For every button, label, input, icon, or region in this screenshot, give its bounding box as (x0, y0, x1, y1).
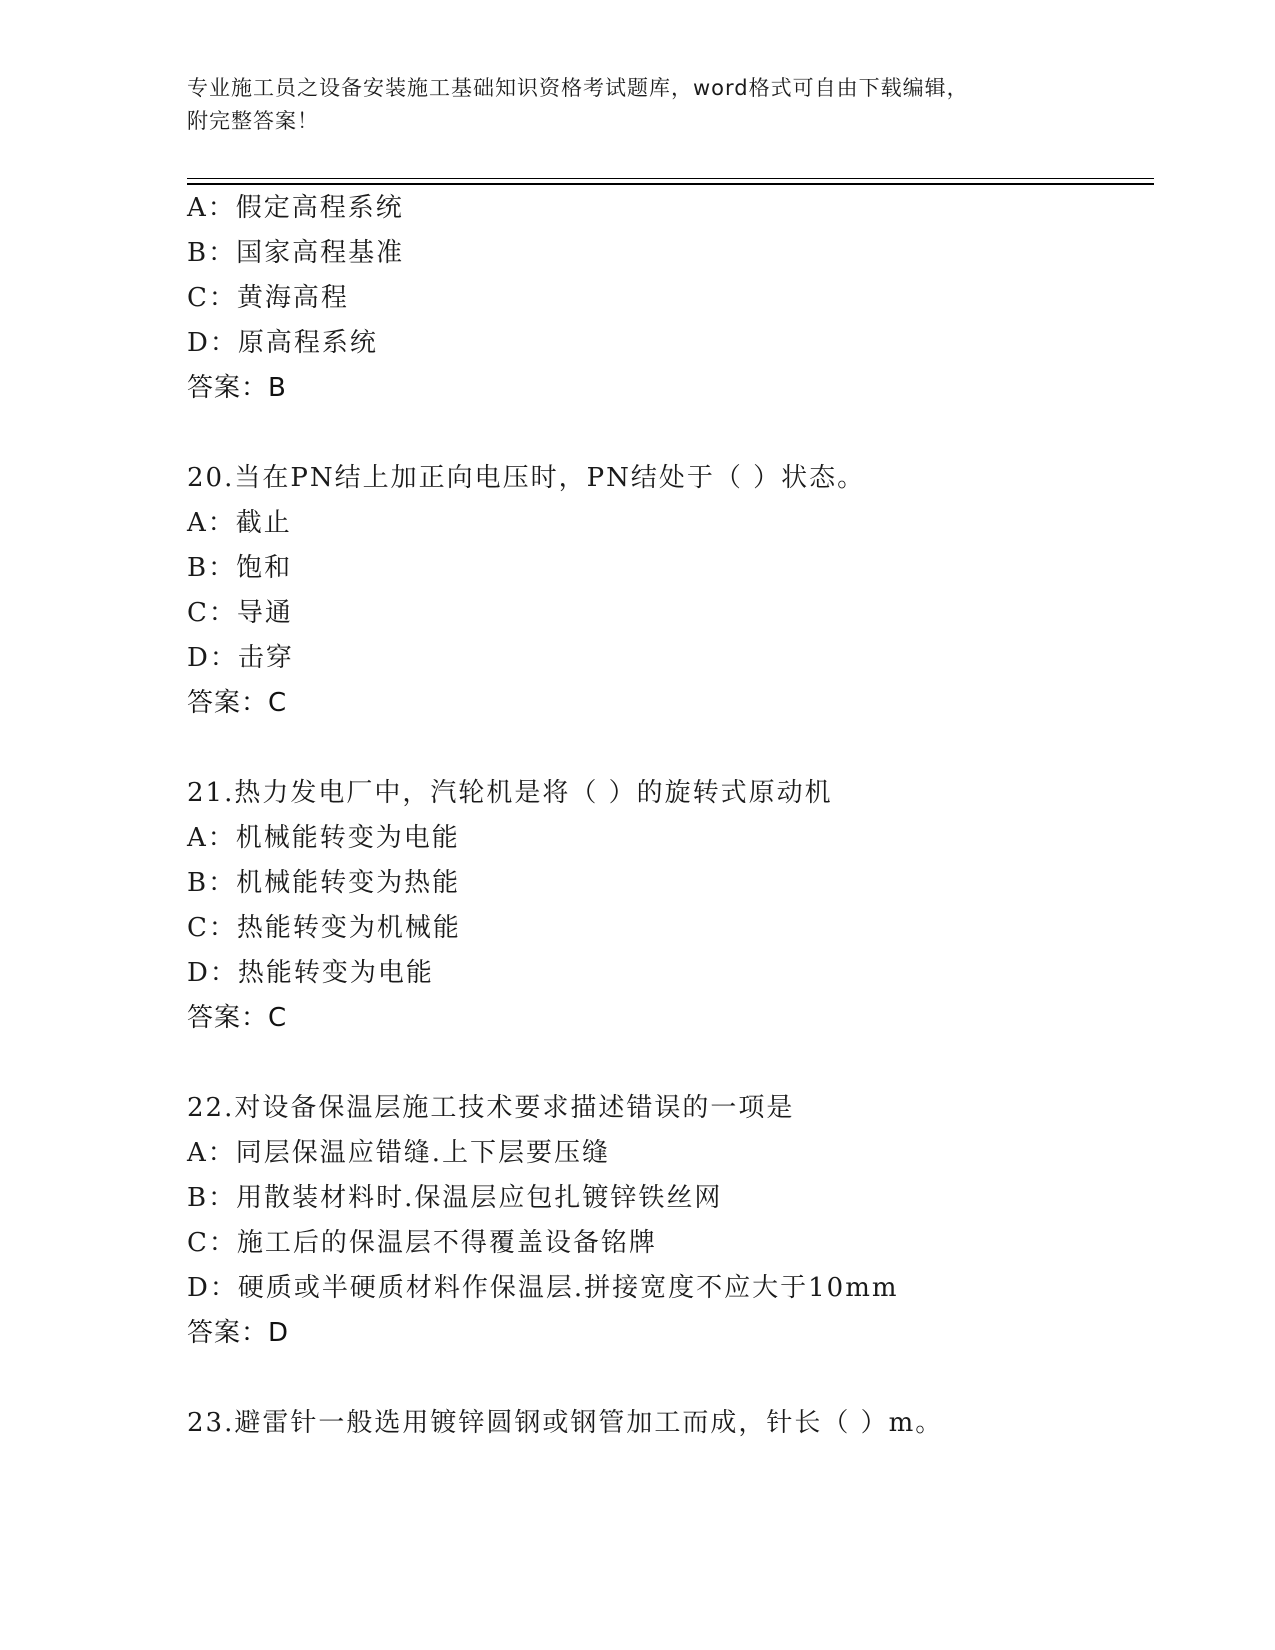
q20-option-b: B：饱和 (187, 553, 293, 583)
q19-answer: 答案：B (187, 373, 287, 403)
q22-option-d: D：硬质或半硬质材料作保温层.拼接宽度不应大于10mm (187, 1273, 899, 1303)
q22-option-c: C：施工后的保温层不得覆盖设备铭牌 (187, 1228, 657, 1258)
q20-answer: 答案：C (187, 688, 288, 718)
q21-option-a: A：机械能转变为电能 (187, 823, 460, 853)
document-header (187, 72, 1087, 138)
q19-option-d: D：原高程系统 (187, 328, 378, 358)
q23-question: 23.避雷针一般选用镀锌圆钢或钢管加工而成，针长（ ）m。 (187, 1408, 944, 1438)
q21-answer: 答案：C (187, 1003, 288, 1033)
q21-question: 21.热力发电厂中，汽轮机是将（ ）的旋转式原动机 (187, 778, 833, 808)
q22-answer: 答案：D (187, 1318, 290, 1348)
q21-option-b: B：机械能转变为热能 (187, 868, 461, 898)
q21-option-d: D：热能转变为电能 (187, 958, 434, 988)
q21-option-c: C：热能转变为机械能 (187, 913, 461, 943)
header-line-1: 专业施工员之设备安装施工基础知识资格考试题库，word格式可自由下载编辑， (187, 76, 969, 100)
q19-option-c: C：黄海高程 (187, 283, 349, 313)
q22-option-a: A：同层保温应错缝.上下层要压缝 (187, 1138, 611, 1168)
q20-option-a: A：截止 (187, 508, 292, 538)
header-divider-top (187, 178, 1154, 179)
header-line-2: 附完整答案！ (187, 109, 319, 133)
q22-option-b: B：用散装材料时.保温层应包扎镀锌铁丝网 (187, 1183, 723, 1213)
q22-question: 22.对设备保温层施工技术要求描述错误的一项是 (187, 1093, 795, 1123)
q19-option-b: B：国家高程基准 (187, 238, 405, 268)
q20-option-c: C：导通 (187, 598, 293, 628)
q19-option-a: A：假定高程系统 (187, 193, 404, 223)
q20-option-d: D：击穿 (187, 643, 294, 673)
q20-question: 20.当在PN结上加正向电压时，PN结处于（ ）状态。 (187, 463, 866, 493)
header-divider-bottom (187, 183, 1154, 185)
